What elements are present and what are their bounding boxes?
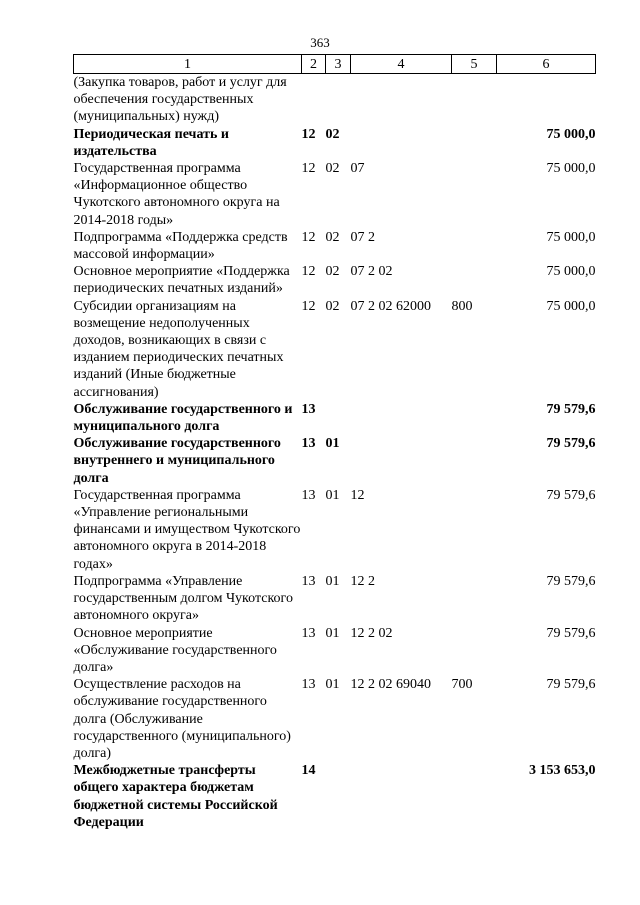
row-section-code: 13	[301, 625, 316, 641]
row-name: Обслуживание государственного и муниципального долга	[73, 401, 293, 435]
row-subsection-code: 02	[325, 264, 340, 280]
table-row	[74, 676, 596, 762]
table-row	[74, 298, 596, 401]
column-header-subsection: 3	[326, 55, 351, 74]
row-subsection-code: 02	[325, 126, 340, 142]
row-target-item-code	[351, 762, 452, 831]
row-subsection-code	[326, 762, 351, 831]
table-row	[74, 435, 596, 487]
row-subsection-code: 02	[325, 298, 340, 314]
row-expense-type-code	[452, 435, 497, 487]
row-expense-type-code	[452, 401, 497, 435]
row-name: Основное мероприятие «Поддержка периодических печатных изданий»	[73, 264, 290, 297]
page-number: 363	[310, 35, 330, 50]
row-name: Основное мероприятие «Обслуживание государственного долга»	[73, 625, 277, 675]
row-section-code: 12	[301, 264, 316, 280]
row-name: Субсидии организациям на возмещение недополученных доходов, возникающих в связи с изданием периодических печатных изданий (Иные бюджетные ассигнования)	[73, 298, 284, 400]
table-row	[74, 401, 596, 435]
column-header-target-item: 4	[351, 55, 452, 74]
row-target-item-code: 07 2 02	[350, 264, 393, 280]
row-subsection-code: 02	[325, 161, 340, 177]
row-target-item-code: 07 2 02 62000	[350, 298, 431, 314]
row-amount: 79 579,6	[546, 573, 596, 589]
row-expense-type-code	[452, 229, 497, 263]
row-expense-type-code	[452, 762, 497, 831]
row-amount: 79 579,6	[546, 487, 596, 503]
row-target-item-code: 12 2 02	[350, 625, 393, 641]
table-row	[74, 263, 596, 297]
row-subsection-code: 02	[325, 229, 340, 245]
row-section-code: 13	[301, 436, 316, 452]
column-header-expense-type: 5	[452, 55, 497, 74]
row-subsection-code: 01	[325, 625, 340, 641]
row-name: Осуществление расходов на обслуживание государственного долга (Обслуживание государственного (муниципального) долга)	[73, 677, 291, 761]
row-name: (Закупка товаров, работ и услуг для обеспечения государственных (муниципальных) нужд)	[73, 75, 287, 125]
row-target-item-code: 12 2 02 69040	[350, 677, 431, 693]
row-amount	[497, 74, 596, 126]
row-amount: 75 000,0	[546, 229, 596, 245]
row-target-item-code	[351, 126, 452, 160]
row-amount: 79 579,6	[546, 677, 596, 693]
row-section-code: 13	[301, 487, 316, 503]
row-name: Государственная программа «Информационное общество Чукотского автономного округа на 2014-2018 годы»	[73, 161, 280, 228]
row-name: Обслуживание государственного внутреннего и муниципального долга	[73, 436, 281, 486]
row-name: Подпрограмма «Поддержка средств массовой информации»	[73, 229, 288, 263]
row-section-code: 13	[301, 401, 316, 417]
row-target-item-code: 12 2	[350, 573, 375, 589]
row-expense-type-code: 800	[451, 298, 473, 314]
row-expense-type-code	[452, 263, 497, 297]
row-expense-type-code	[452, 487, 497, 573]
row-amount: 79 579,6	[546, 436, 596, 452]
row-subsection-code: 01	[325, 573, 340, 589]
table-row	[74, 625, 596, 677]
row-target-item-code	[351, 401, 452, 435]
table-row	[74, 229, 596, 263]
column-header-section: 2	[302, 55, 326, 74]
row-section-code	[302, 74, 326, 126]
table-row	[74, 74, 596, 126]
row-subsection-code	[326, 401, 351, 435]
row-expense-type-code: 700	[451, 677, 473, 693]
row-target-item-code: 07 2	[350, 229, 375, 245]
row-subsection-code: 01	[325, 487, 340, 503]
row-amount: 75 000,0	[546, 126, 596, 142]
row-section-code: 12	[301, 161, 316, 177]
row-target-item-code	[351, 74, 452, 126]
table-row	[74, 126, 596, 160]
row-amount: 79 579,6	[546, 625, 596, 641]
table-row	[74, 573, 596, 625]
row-expense-type-code	[452, 126, 497, 160]
row-section-code: 12	[301, 126, 316, 142]
row-section-code: 12	[301, 298, 316, 314]
row-section-code: 12	[301, 229, 316, 245]
table-body	[74, 74, 596, 831]
row-expense-type-code	[452, 74, 497, 126]
row-subsection-code: 01	[325, 436, 340, 452]
row-name: Межбюджетные трансферты общего характера бюджетам бюджетной системы Российской Федерации	[73, 763, 278, 830]
row-expense-type-code	[452, 573, 497, 625]
header-row	[74, 55, 596, 74]
row-section-code: 13	[301, 677, 316, 693]
table-row	[74, 762, 596, 831]
row-amount: 79 579,6	[546, 401, 596, 417]
row-expense-type-code	[452, 160, 497, 229]
row-amount: 75 000,0	[546, 298, 596, 314]
row-amount: 75 000,0	[546, 161, 596, 177]
table-row	[74, 487, 596, 573]
row-expense-type-code	[452, 625, 497, 677]
column-header-name: 1	[74, 55, 302, 74]
row-section-code: 13	[301, 573, 316, 589]
budget-table	[73, 54, 596, 831]
row-subsection-code: 01	[325, 677, 340, 693]
row-name: Периодическая печать и издательства	[73, 126, 229, 159]
row-amount: 75 000,0	[546, 264, 596, 280]
column-header-amount: 6	[497, 55, 596, 74]
row-name: Подпрограмма «Управление государственным долгом Чукотского автономного округа»	[73, 573, 293, 624]
row-section-code: 14	[301, 763, 316, 779]
row-target-item-code: 07	[350, 161, 365, 177]
row-subsection-code	[326, 74, 351, 126]
row-target-item-code	[351, 435, 452, 487]
row-name: Государственная программа «Управление региональными финансами и имуществом Чукотского автономного округа в 2014-2018 годах»	[73, 487, 301, 572]
row-target-item-code: 12	[350, 487, 365, 503]
row-amount: 3 153 653,0	[529, 763, 596, 779]
table-row	[74, 160, 596, 229]
